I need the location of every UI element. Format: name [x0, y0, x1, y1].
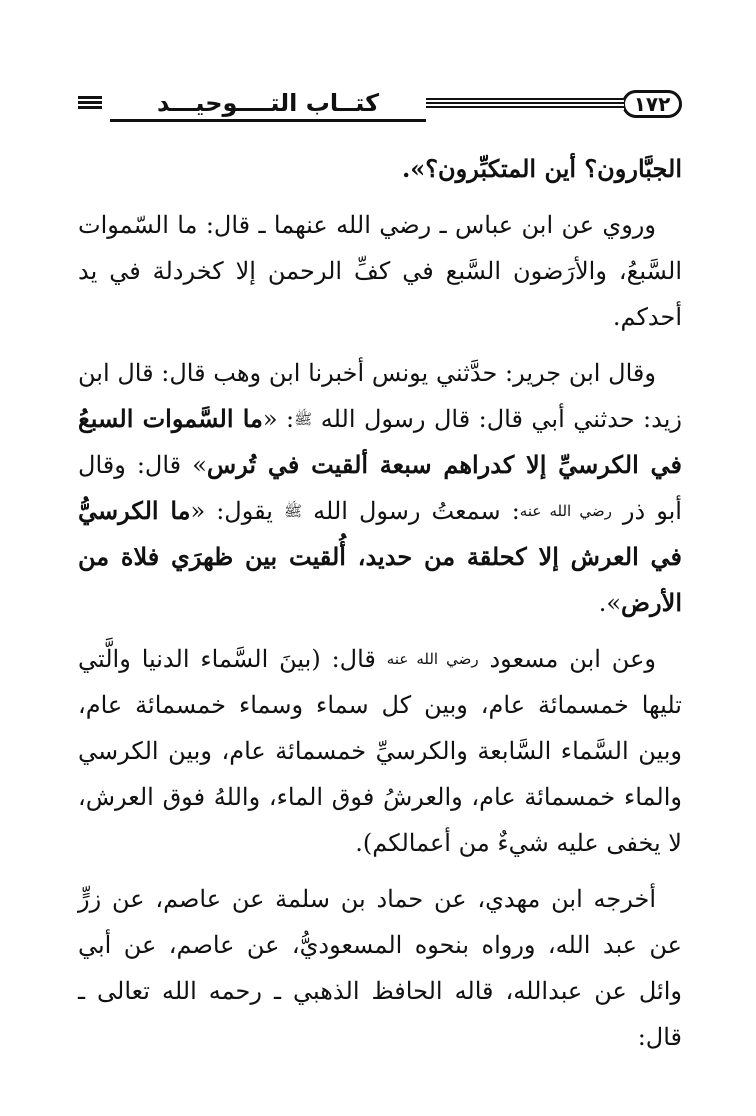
text-span: وعن ابن مسعود: [489, 645, 656, 673]
page-header: [78, 86, 682, 126]
page-number-badge: ١٧٢: [622, 90, 682, 118]
text-span: وقال ابن جرير: حدَّثني يونس أخبرنا ابن وهب قال: قال ابن زيد: حدثني أبي قال: قال رسول الله: [78, 359, 682, 433]
page-body: [78, 146, 682, 1070]
honorific-glyph: رضي الله عنه: [519, 502, 612, 520]
hadith-quote: ما السَّموات السبعُ في الكرسيِّ إلا كدراهم سبعة ألقيت في تُرس: [78, 404, 683, 479]
paragraph-5: أخرجه ابن مهدي، عن حماد بن سلمة عن عاصم، عن زرٍّ عن عبد الله، ورواه بنحوه المسعوديُّ، عن عاصم، عن أبي وائل عن عبدالله، قاله الحافظ الذهبي ـ رحمه الله تعالى ـ قال:: [78, 885, 682, 1051]
running-book-title: كتــاب التــــوحيـــد: [110, 86, 426, 122]
paragraph-4: [78, 636, 682, 866]
paragraph-1: [78, 146, 682, 192]
text-span: ».: [598, 589, 622, 617]
header-rule: [426, 98, 624, 110]
header-end-marker: [78, 96, 102, 110]
paragraph-3: [78, 350, 682, 626]
text-span: » قال: وقال أبو ذر: [78, 451, 682, 525]
text-span: : سمعتُ رسول الله: [313, 497, 520, 525]
salutation-glyph: ﷺ: [284, 502, 303, 520]
hadith-quote: ما الكرسيُّ في العرش إلا كحلقة من حديد، أُلقيت بين ظهرَي فلاة من الأرض: [78, 496, 682, 617]
salutation-glyph: ﷺ: [294, 410, 313, 428]
text-span: يقول: «: [190, 497, 273, 525]
hadith-quote-end: الجبَّارون؟ أين المتكبِّرون؟».: [401, 154, 682, 183]
honorific-glyph: رضي الله عنه: [386, 650, 479, 668]
text-span: قال: (بينَ السَّماء الدنيا والَّتي تليها خمسمائة عام، وبين كل سماء وسماء خمسمائة عام، وبين السَّماء السَّابعة والكرسيِّ خمسمائة عام، وبين الكرسي والماء خمسمائة عام، والعرشُ فوق الماء، واللهُ فوق العرش، لا يخفى عليه شيءٌ من أعمالكم).: [78, 645, 682, 857]
paragraph-2: وروي عن ابن عباس ـ رضي الله عنهما ـ قال: ما السّموات السَّبعُ، والأرَضون السَّبع في كفِّ الرحمن إلا كخردلة في يد أحدكم.: [78, 211, 682, 331]
text-span: : «: [262, 405, 295, 433]
